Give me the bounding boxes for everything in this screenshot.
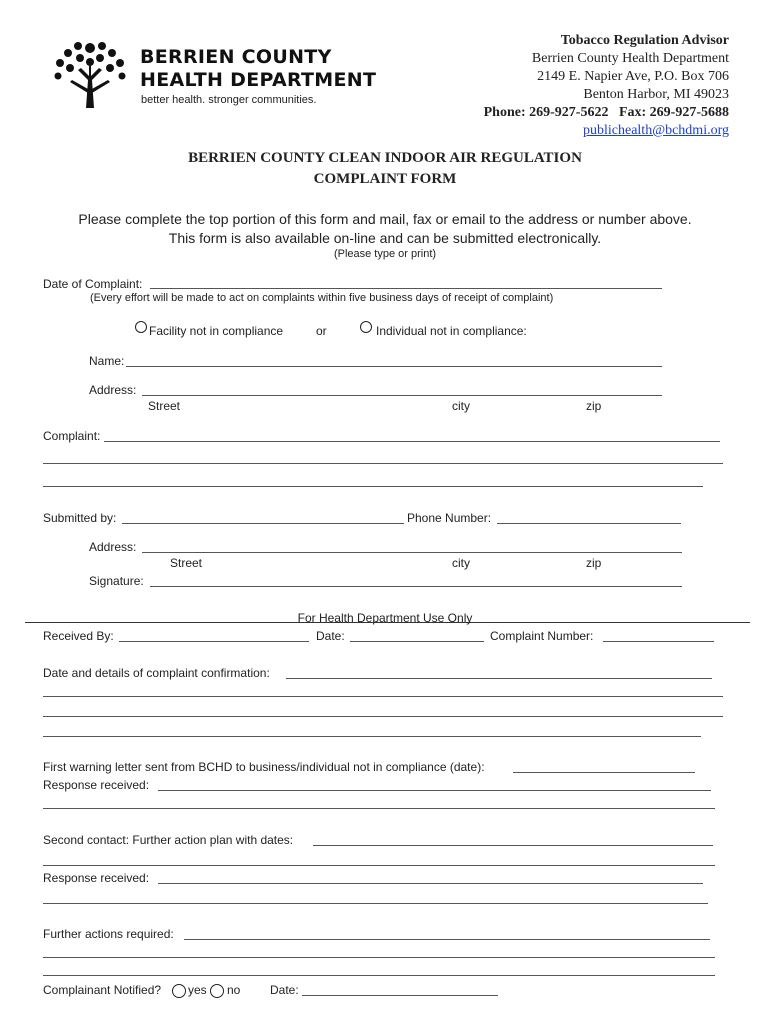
form-title-line2: COMPLAINT FORM	[313, 171, 457, 187]
confirmation-line-4	[43, 736, 701, 737]
org-name-line1: BERRIEN COUNTY	[140, 46, 332, 68]
submitter-address-line	[142, 552, 682, 553]
confirmation-line-3	[43, 716, 723, 717]
office-use-heading: For Health Department Use Only	[297, 611, 473, 625]
first-warning-line	[513, 772, 695, 773]
health-department-logo	[50, 38, 130, 108]
street-label: Street	[148, 399, 181, 413]
contact-org: Berrien County Health Department	[531, 51, 729, 66]
date-of-complaint-field[interactable]	[152, 275, 660, 289]
notified-no-label: no	[227, 983, 241, 997]
phone-number-line	[497, 523, 681, 524]
second-contact-line-1	[313, 845, 713, 846]
address-label: Address:	[89, 383, 137, 397]
received-date-label: Date:	[316, 629, 345, 643]
contact-address2: Benton Harbor, MI 49023	[583, 87, 729, 102]
response-received-label-2: Response received:	[43, 871, 150, 885]
contact-address1: 2149 E. Napier Ave, P.O. Box 706	[537, 69, 729, 84]
complaint-number-field[interactable]	[605, 627, 712, 641]
further-actions-label: Further actions required:	[43, 927, 174, 941]
contact-phone-fax: Phone: 269-927-5622 Fax: 269-927-5688	[483, 105, 729, 120]
intro-line2: This form is also available on-line and can be submitted electronically.	[168, 230, 602, 246]
complaint-number-line	[603, 641, 714, 642]
intro-note: (Please type or print)	[333, 248, 437, 260]
received-by-label: Received By:	[43, 629, 114, 643]
form-title-line1: BERRIEN COUNTY CLEAN INDOOR AIR REGULATION	[188, 150, 582, 166]
complainant-notified-label: Complainant Notified?	[43, 983, 162, 997]
notified-date-label: Date:	[270, 983, 299, 997]
individual-radio-label: Individual not in compliance:	[376, 324, 527, 338]
received-date-line	[350, 641, 484, 642]
complaint-number-label: Complaint Number:	[490, 629, 594, 643]
name-line	[126, 366, 662, 367]
further-actions-field[interactable]	[186, 925, 708, 939]
response-2-field[interactable]	[160, 869, 701, 883]
name-field[interactable]	[128, 352, 660, 366]
received-by-line	[119, 641, 309, 642]
response-1-line-2	[43, 808, 715, 809]
submitter-address-field[interactable]	[144, 538, 680, 552]
submitter-address-label: Address:	[89, 540, 137, 554]
first-warning-label: First warning letter sent from BCHD to business/individual not in compliance (date):	[43, 760, 485, 774]
confirmation-line-1	[286, 678, 712, 679]
org-tagline: better health. stronger communities.	[141, 94, 317, 106]
notified-date-line	[302, 995, 498, 996]
response-1-field[interactable]	[160, 776, 709, 790]
contact-title: Tobacco Regulation Advisor	[560, 33, 729, 48]
date-note: (Every effort will be made to act on complaints within five business days of receipt of complaint)	[90, 292, 554, 304]
address-line	[142, 395, 662, 396]
response-2-line-1	[158, 883, 703, 884]
first-warning-field[interactable]	[515, 758, 693, 772]
complaint-label: Complaint:	[43, 429, 101, 443]
submitter-zip-label: zip	[586, 556, 602, 570]
submitted-by-label: Submitted by:	[43, 511, 117, 525]
radio-or-label: or	[316, 324, 327, 338]
further-actions-line-3	[43, 975, 715, 976]
second-contact-label: Second contact: Further action plan with dates:	[43, 833, 294, 847]
address-field[interactable]	[144, 381, 660, 395]
phone-number-field[interactable]	[499, 509, 679, 523]
name-label: Name:	[89, 354, 125, 368]
second-contact-line-2	[43, 865, 715, 866]
notified-date-field[interactable]	[304, 981, 496, 995]
notified-no-radio[interactable]	[210, 984, 224, 998]
confirmation-line-2	[43, 696, 723, 697]
complaint-line-2	[43, 463, 723, 464]
city-label: city	[452, 399, 470, 413]
date-of-complaint-label: Date of Complaint:	[43, 277, 143, 291]
confirmation-label: Date and details of complaint confirmation:	[43, 666, 270, 680]
complaint-field[interactable]	[106, 427, 718, 441]
contact-email-link[interactable]: publichealth@bchdmi.org	[583, 123, 729, 138]
notified-yes-radio[interactable]	[172, 984, 186, 998]
received-date-field[interactable]	[352, 627, 482, 641]
response-received-label-1: Response received:	[43, 778, 150, 792]
phone-number-label: Phone Number:	[407, 511, 492, 525]
signature-field[interactable]	[152, 572, 680, 586]
individual-radio[interactable]	[360, 321, 372, 333]
signature-label: Signature:	[89, 574, 144, 588]
response-2-line-2	[43, 903, 708, 904]
further-actions-line-1	[184, 939, 710, 940]
org-name-line2: HEALTH DEPARTMENT	[140, 69, 377, 91]
submitted-by-line	[122, 523, 404, 524]
complaint-line-3	[43, 486, 703, 487]
submitted-by-field[interactable]	[124, 509, 402, 523]
submitter-street-label: Street	[170, 556, 203, 570]
zip-label: zip	[586, 399, 602, 413]
intro-line1: Please complete the top portion of this form and mail, fax or email to the address or number above.	[78, 211, 692, 227]
submitter-city-label: city	[452, 556, 470, 570]
second-contact-field[interactable]	[315, 831, 711, 845]
confirmation-field[interactable]	[288, 664, 710, 678]
signature-line	[150, 586, 682, 587]
complaint-line-1	[104, 441, 720, 442]
further-actions-line-2	[43, 957, 715, 958]
notified-yes-label: yes	[188, 983, 207, 997]
received-by-field[interactable]	[121, 627, 307, 641]
response-1-line-1	[158, 790, 711, 791]
facility-radio-label: Facility not in compliance	[149, 324, 284, 338]
facility-radio[interactable]	[135, 321, 147, 333]
